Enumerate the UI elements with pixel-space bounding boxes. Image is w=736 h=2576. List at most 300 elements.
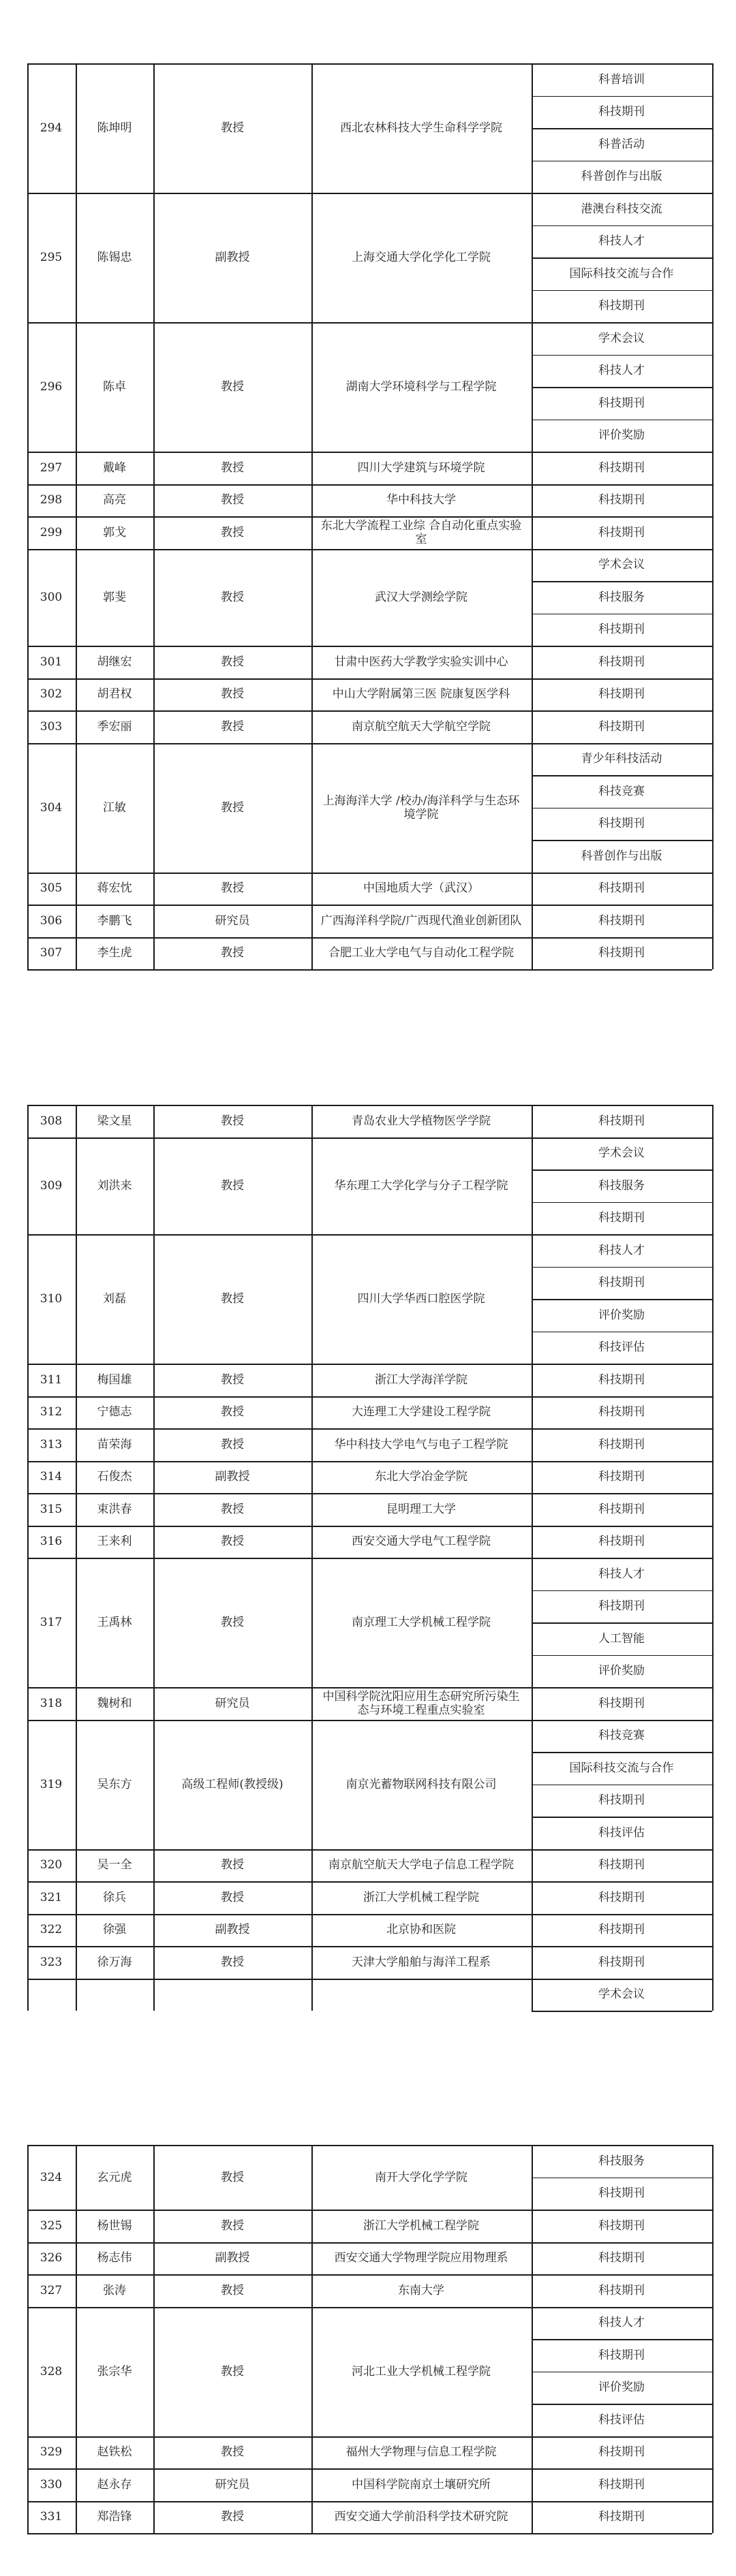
row-divider [27,2468,712,2470]
category-divider [532,840,712,841]
row-number: 301 [40,655,63,669]
person-name: 吴一全 [97,1858,132,1872]
row-divider [27,1979,712,1980]
person-name: 李鹏飞 [97,913,132,928]
category-cell: 科技期刊 [598,2186,645,2201]
job-title: 副教授 [215,251,250,264]
category-cell: 科技期刊 [598,1276,645,1290]
row-number: 319 [40,1777,63,1791]
work-unit: 四川大学华西口腔医学院 [357,1292,485,1306]
row-number: 300 [40,590,63,604]
person-name: 季宏丽 [97,719,132,734]
category-divider [532,1655,712,1656]
row-number: 294 [40,121,63,135]
job-title: 教授 [221,881,244,896]
row-number: 331 [40,2510,63,2524]
category-cell: 科技期刊 [598,299,645,313]
work-unit: 中山大学附属第三医 院康复医学科 [332,687,510,702]
job-title: 教授 [221,1114,244,1128]
category-cell: 科技期刊 [598,105,645,119]
row-divider [27,2242,712,2244]
row-divider [27,1558,712,1559]
work-unit: 华东理工大学化学与分子工程学院 [334,1178,508,1193]
row-number: 324 [40,2170,63,2184]
row-divider [27,1461,712,1462]
person-name: 王来利 [97,1535,132,1549]
row-divider [27,1493,712,1494]
work-unit: 湖南大学环境科学与工程学院 [346,380,497,394]
row-number: 302 [40,687,63,702]
row-number: 312 [40,1405,63,1419]
work-unit: 青岛农业大学植物医学学院 [352,1114,491,1128]
person-name: 郑浩锋 [97,2510,132,2524]
work-unit: 武汉大学测绘学院 [375,590,467,604]
person-name: 陈卓 [103,380,126,394]
person-name: 郭斐 [103,590,126,604]
row-number: 309 [40,1178,63,1193]
work-unit: 四川大学建筑与环境学院 [357,460,485,475]
row-divider [27,2274,712,2276]
column-divider [27,2145,29,2533]
person-name: 王禹林 [97,1616,132,1629]
person-name: 刘磊 [103,1292,126,1306]
job-title: 教授 [221,1535,244,1549]
category-cell: 科技评估 [598,1340,645,1355]
work-unit: 甘肃中医药大学教学实验实训中心 [334,655,508,669]
category-cell: 科普创作与出版 [581,170,662,184]
category-cell: 科普培训 [598,72,645,87]
category-cell: 科技期刊 [598,396,645,410]
column-divider [311,2145,313,2533]
category-divider [532,1622,712,1624]
work-unit: 西北农林科技大学生命科学学院 [340,121,502,135]
row-number: 298 [40,493,63,507]
row-number: 317 [40,1616,63,1629]
category-cell: 科技期刊 [598,655,645,669]
work-unit: 南开大学化学学院 [375,2170,467,2184]
category-divider [532,225,712,227]
category-divider [532,775,712,776]
category-cell: 青少年科技活动 [581,752,662,766]
category-divider [532,290,712,292]
person-name: 江敏 [103,800,126,815]
person-name: 戴峰 [103,460,126,475]
category-cell: 科技服务 [598,1178,645,1193]
category-divider [532,1332,712,1333]
row-number: 325 [40,2218,63,2233]
person-name: 胡君权 [97,687,132,702]
column-divider [712,63,714,969]
table-top-border [27,2145,712,2146]
job-title: 教授 [221,1372,244,1387]
row-divider [27,2436,712,2438]
person-name: 胡继宏 [97,655,132,669]
person-name: 苗荣海 [97,1437,132,1451]
job-title: 教授 [221,590,244,604]
work-unit: 浙江大学海洋学院 [375,1372,467,1387]
row-divider [27,905,712,906]
row-number: 330 [40,2477,63,2492]
row-divider [27,646,712,647]
work-unit: 华中科技大学电气与电子工程学院 [334,1437,508,1451]
work-unit: 上海海洋大学 /校办/海洋科学与生态环境学院 [322,794,520,821]
person-name: 赵永存 [97,2477,132,2492]
category-cell: 科技竞赛 [598,1729,645,1743]
category-divider [532,387,712,388]
category-cell: 科技期刊 [598,2477,645,2492]
category-cell: 科技期刊 [598,2218,645,2233]
job-title: 副教授 [215,1470,250,1484]
category-divider [532,2372,712,2373]
work-unit: 南京航空航天大学电子信息工程学院 [328,1858,514,1872]
row-divider [27,1234,712,1236]
person-name: 张宗华 [97,2364,132,2378]
row-divider [27,969,712,971]
job-title: 教授 [221,946,244,960]
category-cell: 科技期刊 [598,1437,645,1451]
row-divider [532,2011,712,2012]
category-cell: 科技期刊 [598,623,645,637]
job-title: 教授 [221,1292,244,1306]
job-title: 教授 [221,1890,244,1904]
column-divider [76,2145,77,2533]
row-divider [27,322,712,324]
row-divider [27,710,712,712]
column-divider [532,1105,533,2011]
category-divider [532,96,712,97]
job-title: 研究员 [215,2477,250,2492]
row-divider [27,484,712,486]
category-cell: 科技期刊 [598,1405,645,1419]
row-number: 326 [40,2251,63,2265]
category-cell: 科技人才 [598,2316,645,2330]
job-title: 副教授 [215,2251,250,2265]
row-divider [27,2210,712,2211]
work-unit: 西安交通大学电气工程学院 [352,1535,491,1549]
category-cell: 科技服务 [598,590,645,604]
job-title: 教授 [221,1178,244,1193]
person-name: 徐兵 [103,1890,126,1904]
job-title: 教授 [221,1858,244,1872]
category-divider [532,1169,712,1171]
person-name: 石俊杰 [97,1470,132,1484]
row-number: 320 [40,1858,63,1872]
row-number: 313 [40,1437,63,1451]
category-cell: 国际科技交流与合作 [569,266,674,281]
row-number: 322 [40,1923,63,1937]
person-name: 宁德志 [97,1405,132,1419]
column-divider [76,1105,77,2011]
job-title: 教授 [221,2445,244,2460]
category-cell: 科普创作与出版 [581,849,662,863]
row-divider [27,2307,712,2308]
job-title: 高级工程师(教授级) [181,1777,283,1791]
work-unit: 浙江大学机械工程学院 [363,1890,479,1904]
work-unit: 上海交通大学化学化工学院 [352,251,491,264]
job-title: 教授 [221,2510,244,2524]
person-name: 梅国雄 [97,1372,132,1387]
work-unit: 河北工业大学机械工程学院 [352,2364,491,2378]
row-divider [27,549,712,550]
row-divider [27,1428,712,1430]
row-number: 310 [40,1292,63,1306]
row-number: 299 [40,525,63,539]
work-unit: 天津大学船舶与海洋工程系 [352,1955,491,1969]
category-cell: 科技期刊 [598,2445,645,2460]
row-divider [27,193,712,194]
category-divider [532,1267,712,1268]
person-name: 徐强 [103,1923,126,1937]
column-divider [153,2145,155,2533]
category-cell: 科技期刊 [598,913,645,928]
category-cell: 人工智能 [598,1631,645,1646]
category-divider [532,420,712,421]
category-divider [532,1299,712,1300]
person-name: 陈坤明 [97,121,132,135]
work-unit: 西安交通大学前沿科学技术研究院 [334,2510,508,2524]
category-divider [532,581,712,582]
column-divider [76,63,77,969]
category-cell: 评价奖励 [598,2381,645,2395]
category-divider [532,1752,712,1753]
category-cell: 科技期刊 [598,1923,645,1937]
person-name: 徐万海 [97,1955,132,1969]
category-cell: 科技期刊 [598,1696,645,1710]
person-name: 梁文星 [97,1114,132,1128]
row-divider [27,1720,712,1721]
work-unit: 东北大学流程工业综 合自动化重点实验室 [320,518,522,546]
row-number: 311 [40,1372,63,1387]
category-cell: 科技评估 [598,1825,645,1840]
column-divider [712,1105,714,2011]
job-title: 教授 [221,525,244,539]
person-name: 束洪春 [97,1502,132,1516]
row-divider [27,1881,712,1883]
table-top-border [27,63,712,65]
row-divider [27,678,712,680]
category-divider [532,161,712,162]
category-divider [532,2339,712,2340]
category-cell: 科技期刊 [598,1502,645,1516]
job-title: 教授 [221,1955,244,1969]
person-name: 陈锡忠 [97,251,132,264]
job-title: 教授 [221,460,244,475]
category-cell: 科技期刊 [598,1372,645,1387]
work-unit: 东北大学冶金学院 [375,1470,467,1484]
category-cell: 评价奖励 [598,1664,645,1678]
work-unit: 大连理工大学建设工程学院 [352,1405,491,1419]
category-cell: 评价奖励 [598,1308,645,1322]
category-cell: 学术会议 [598,1988,645,2002]
job-title: 教授 [221,1437,244,1451]
category-cell: 学术会议 [598,331,645,345]
row-divider [27,1849,712,1851]
category-cell: 学术会议 [598,558,645,572]
column-divider [27,1105,29,2011]
row-divider [27,873,712,874]
category-cell: 科技评估 [598,2413,645,2427]
row-number: 305 [40,881,63,896]
row-divider [27,1946,712,1947]
row-divider [27,1364,712,1365]
category-cell: 科技期刊 [598,719,645,734]
work-unit: 合肥工业大学电气与自动化工程学院 [328,946,514,960]
job-title: 教授 [221,380,244,394]
category-divider [532,1202,712,1204]
work-unit: 中国科学院沈阳应用生态研究所污染生态与环境工程重点实验室 [322,1689,520,1717]
row-number: 307 [40,946,63,960]
person-name: 魏树和 [97,1696,132,1710]
category-cell: 科技期刊 [598,946,645,960]
job-title: 教授 [221,493,244,507]
category-divider [532,808,712,809]
category-divider [532,614,712,615]
person-name: 李生虎 [97,946,132,960]
row-number: 314 [40,1470,63,1484]
person-name: 吴东方 [97,1777,132,1791]
category-cell: 科技期刊 [598,1211,645,1225]
work-unit: 华中科技大学 [386,493,456,507]
category-cell: 科技期刊 [598,817,645,831]
category-cell: 科技期刊 [598,525,645,539]
row-number: 295 [40,251,63,264]
work-unit: 南京理工大学机械工程学院 [352,1616,491,1629]
person-name: 蒋宏忱 [97,881,132,896]
work-unit: 西安交通大学物理学院应用物理系 [334,2251,508,2265]
row-divider [27,2533,712,2534]
category-cell: 科技期刊 [598,1890,645,1904]
category-cell: 科技期刊 [598,2348,645,2362]
job-title: 教授 [221,121,244,135]
person-name: 郭戈 [103,525,126,539]
category-cell: 科技期刊 [598,2510,645,2524]
category-cell: 科技期刊 [598,493,645,507]
category-cell: 科技人才 [598,1567,645,1581]
work-unit: 南京航空航天大学航空学院 [352,719,491,734]
person-name: 玄元虎 [97,2170,132,2184]
category-cell: 科技期刊 [598,1535,645,1549]
row-number: 327 [40,2283,63,2297]
person-name: 赵铁松 [97,2445,132,2460]
row-number: 316 [40,1535,63,1549]
row-divider [27,452,712,453]
table-top-border [27,1105,712,1106]
row-number: 304 [40,800,63,815]
job-title: 教授 [221,1616,244,1629]
category-divider [532,2404,712,2405]
category-cell: 科技服务 [598,2154,645,2168]
row-number: 329 [40,2445,63,2460]
category-divider [532,1785,712,1786]
column-divider [712,2145,714,2533]
work-unit: 浙江大学机械工程学院 [363,2218,479,2233]
work-unit: 福州大学物理与信息工程学院 [346,2445,497,2460]
category-divider [532,128,712,129]
work-unit: 中国科学院南京土壤研究所 [352,2477,491,2492]
column-divider [532,2145,533,2533]
category-cell: 港澳台科技交流 [581,202,662,216]
category-cell: 科技期刊 [598,881,645,896]
category-cell: 科技竞赛 [598,784,645,798]
row-number: 323 [40,1955,63,1969]
column-divider [532,63,533,969]
category-cell: 学术会议 [598,1146,645,1161]
row-number: 306 [40,913,63,928]
row-number: 308 [40,1114,63,1128]
category-cell: 科技期刊 [598,460,645,475]
job-title: 研究员 [215,913,250,928]
row-number: 296 [40,380,63,394]
row-number: 328 [40,2364,63,2378]
column-divider [311,63,313,969]
person-name: 杨志伟 [97,2251,132,2265]
column-divider [311,1105,313,2011]
category-divider [532,2178,712,2179]
category-divider [532,1817,712,1818]
person-name: 杨世锡 [97,2218,132,2233]
row-divider [27,516,712,518]
category-cell: 科技期刊 [598,687,645,702]
category-cell: 科技期刊 [598,1599,645,1614]
category-cell: 科技期刊 [598,1470,645,1484]
row-number: 297 [40,460,63,475]
row-divider [27,1687,712,1688]
category-cell: 科技期刊 [598,1114,645,1128]
work-unit: 南京光蓄物联网科技有限公司 [346,1777,497,1791]
category-divider [532,257,712,259]
category-cell: 科技期刊 [598,1858,645,1872]
job-title: 副教授 [215,1923,250,1937]
category-cell: 科普活动 [598,137,645,151]
job-title: 教授 [221,1405,244,1419]
person-name: 刘洪来 [97,1178,132,1193]
category-cell: 科技人才 [598,364,645,378]
column-divider [153,1105,155,2011]
work-unit: 中国地质大学（武汉） [363,881,479,896]
row-divider [27,937,712,939]
job-title: 教授 [221,655,244,669]
job-title: 教授 [221,2218,244,2233]
category-cell: 科技期刊 [598,2251,645,2265]
category-cell: 科技人才 [598,1243,645,1257]
row-divider [27,1914,712,1915]
category-divider [532,355,712,356]
job-title: 教授 [221,2283,244,2297]
row-divider [27,2501,712,2502]
category-cell: 科技人才 [598,234,645,249]
job-title: 教授 [221,1502,244,1516]
work-unit: 昆明理工大学 [386,1502,456,1516]
column-divider [153,63,155,969]
work-unit: 东南大学 [398,2283,444,2297]
row-divider [27,1396,712,1398]
job-title: 教授 [221,719,244,734]
person-name: 张涛 [103,2283,126,2297]
job-title: 教授 [221,2364,244,2378]
row-divider [27,1137,712,1139]
person-name: 高亮 [103,493,126,507]
job-title: 教授 [221,800,244,815]
row-number: 318 [40,1696,63,1710]
category-divider [532,1590,712,1592]
category-cell: 科技期刊 [598,2283,645,2297]
work-unit: 北京协和医院 [386,1923,456,1937]
row-number: 321 [40,1890,63,1904]
category-cell: 评价奖励 [598,428,645,443]
work-unit: 广西海洋科学院/广西现代渔业创新团队 [320,913,522,928]
row-divider [27,743,712,744]
category-cell: 科技期刊 [598,1793,645,1808]
